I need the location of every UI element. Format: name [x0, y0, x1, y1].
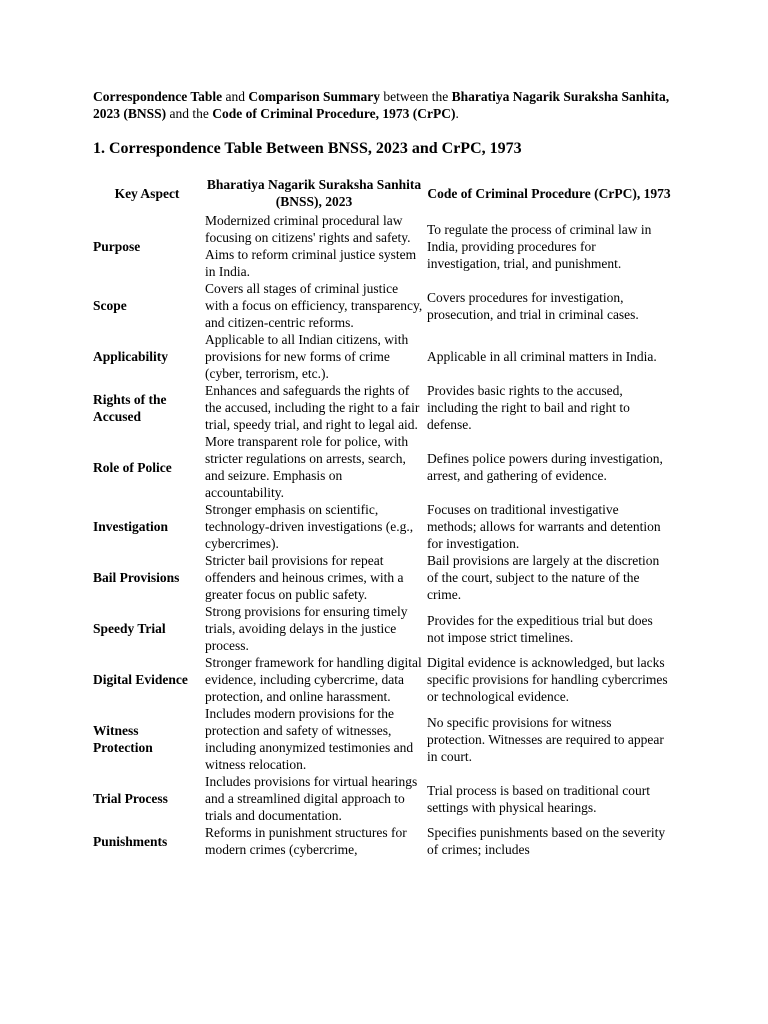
row-aspect: Trial Process: [93, 791, 168, 806]
row-aspect: Rights of the Accused: [93, 391, 167, 424]
row-crpc: No specific provisions for witness protection. Witnesses are required to appear in court.: [427, 714, 664, 764]
row-crpc: Provides for the expeditious trial but does not impose strict timelines.: [427, 612, 653, 645]
row-aspect: Purpose: [93, 238, 141, 254]
row-aspect: Investigation: [93, 519, 169, 534]
header-key-aspect: Key Aspect: [114, 185, 180, 201]
table-row: [91, 433, 673, 501]
row-aspect: Witness Protection: [93, 723, 153, 755]
section-heading: 1. Correspondence Table Between BNSS, 2023 and CrPC, 1973: [93, 140, 522, 157]
intro-bold-1: Correspondence Table: [93, 89, 223, 104]
intro-text-3: and the: [166, 106, 213, 121]
intro-bold-2: Comparison Summary: [248, 89, 381, 104]
row-aspect: Bail Provisions: [93, 570, 180, 585]
correspondence-table: [91, 176, 673, 858]
intro-bold-3: Bharatiya Nagarik Suraksha Sanhita, 2023 (BNSS): [93, 89, 670, 121]
row-bnss: Covers all stages of criminal justice with a focus on efficiency, transparency, and citizen-centric reforms.: [205, 281, 423, 330]
row-aspect: Speedy Trial: [93, 621, 166, 636]
table-row: [91, 331, 673, 382]
row-aspect: Digital Evidence: [93, 672, 188, 687]
table-row: [91, 552, 673, 603]
row-bnss: Stronger emphasis on scientific, technology-driven investigations (e.g., cybercrimes).: [205, 502, 414, 551]
table-row: [91, 280, 673, 331]
header-bnss: Bharatiya Nagarik Suraksha Sanhita (BNSS), 2023: [206, 177, 422, 209]
table-row: [91, 382, 673, 433]
header-crpc: Code of Criminal Procedure (CrPC), 1973: [427, 185, 671, 201]
table-row: [91, 603, 673, 654]
row-crpc: Trial process is based on traditional court settings with physical hearings.: [427, 782, 650, 815]
row-bnss: More transparent role for police, with stricter regulations on arrests, search, and seizure. Emphasis on accountability.: [205, 434, 409, 500]
intro-text-4: .: [455, 106, 459, 121]
table-header-row: [91, 176, 673, 212]
table-row: [91, 212, 673, 280]
row-bnss: Enhances and safeguards the rights of the accused, including the right to a fair trial, speedy trial, and right to legal aid.: [205, 383, 420, 432]
intro-text-1: and: [222, 89, 249, 104]
row-crpc: Applicable in all criminal matters in India.: [427, 349, 657, 364]
table-row: [91, 824, 673, 858]
table-row: [91, 773, 673, 824]
row-bnss: Stronger framework for handling digital evidence, including cybercrime, data protection, and online harassment.: [205, 655, 422, 704]
intro-text-2: between the: [380, 89, 452, 104]
row-bnss: Strong provisions for ensuring timely trials, avoiding delays in the justice process.: [205, 604, 408, 653]
table-row: [91, 705, 673, 773]
row-bnss: Includes modern provisions for the protection and safety of witnesses, including anonymized testimonies and witness relocation.: [205, 706, 414, 772]
intro-bold-4: Code of Criminal Procedure, 1973 (CrPC): [212, 106, 456, 121]
row-crpc: Defines police powers during investigation, arrest, and gathering of evidence.: [427, 451, 663, 483]
row-crpc: Focuses on traditional investigative methods; allows for warrants and detention for investigation.: [427, 502, 661, 551]
table-row: [91, 501, 673, 552]
row-bnss: Stricter bail provisions for repeat offenders and heinous crimes, with a greater focus on public safety.: [205, 553, 404, 602]
row-crpc: Covers procedures for investigation, prosecution, and trial in criminal cases.: [427, 289, 639, 322]
row-crpc: To regulate the process of criminal law in India, providing procedures for investigation, trial, and punishment.: [427, 221, 652, 271]
row-bnss: Applicable to all Indian citizens, with provisions for new forms of crime (cyber, terrorism, etc.).: [205, 332, 409, 381]
row-crpc: Specifies punishments based on the severity of crimes; includes: [427, 825, 666, 857]
row-aspect: Applicability: [93, 349, 169, 364]
row-bnss: Modernized criminal procedural law focusing on citizens' rights and safety. Aims to reform criminal justice system in India.: [205, 213, 417, 279]
row-bnss: Reforms in punishment structures for modern crimes (cybercrime,: [205, 825, 407, 857]
document-page: [93, 88, 683, 857]
row-bnss: Includes provisions for virtual hearings and a streamlined digital approach to trials and documentation.: [205, 774, 418, 823]
row-aspect: Role of Police: [93, 459, 172, 475]
row-crpc: Bail provisions are largely at the discretion of the court, subject to the nature of the crime.: [427, 553, 660, 602]
row-aspect: Scope: [93, 298, 127, 313]
row-crpc: Digital evidence is acknowledged, but lacks specific provisions for handling cybercrimes or technological evidence.: [427, 655, 668, 704]
intro-paragraph: [93, 88, 683, 122]
table-row: [91, 654, 673, 705]
row-aspect: Punishments: [93, 833, 168, 849]
row-crpc: Provides basic rights to the accused, including the right to bail and right to defense.: [427, 383, 630, 432]
